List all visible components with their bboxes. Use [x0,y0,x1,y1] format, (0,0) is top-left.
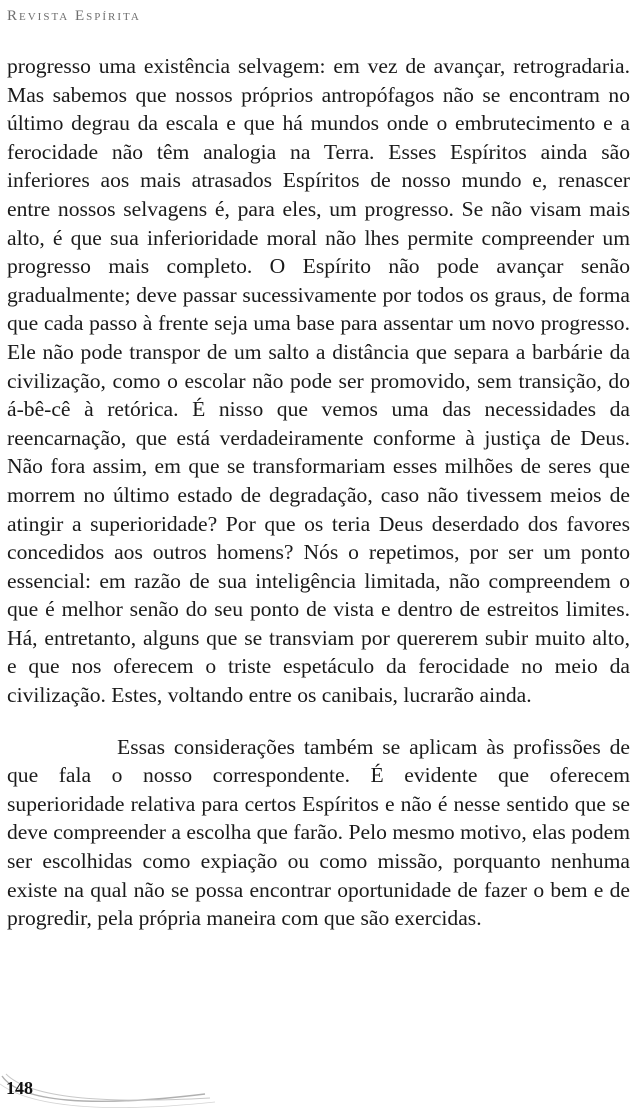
body-paragraph-1: progresso uma existência selvagem: em vez de avançar, retrogradaria. Mas sabemos que nossos próprios antropófagos não se encontram no último degrau da escala e que há mundos onde o embrutecimento e a ferocidade não têm analogia na Terra. Esses Espíritos ainda são inferiores aos mais atrasados Espíritos de nosso mundo e, renascer entre nossos selvagens é, para eles, um progresso. Se não visam mais alto, é que sua inferioridade moral não lhes permite compreender um progresso mais completo. O Espírito não pode avançar senão gradualmente; deve passar sucessivamente por todos os graus, de forma que cada passo à frente seja uma base para assentar um novo progresso. Ele não pode transpor de um salto a distância que separa a barbárie da civilização, como o escolar não pode ser promovido, sem transição, do á-bê-cê à retórica. É nisso que vemos uma das necessidades da reencarnação, que está verdadeiramente conforme à justiça de Deus. Não fora assim, em que se transformariam esses milhões de seres que morrem no último estado de degradação, caso não tivessem meios de atingir a superioridade? Por que os teria Deus deserdado dos favores concedidos aos outros homens? Nós o repetimos, por ser um ponto essencial: em razão de sua inteligência limitada, não compreendem o que é melhor senão do seu ponto de vista e dentro de estreitos limites. Há, entretanto, alguns que se transviam por quererem subir muito alto, e que nos oferecem o triste espetáculo da ferocidade no meio da civilização. Estes, voltando entre os canibais, lucrarão ainda. [7,54,630,708]
page-footer [0,1072,637,1113]
running-header: Revista Espírita [7,8,141,24]
page-number: 148 [6,1078,33,1098]
swoosh-ornament-icon [0,1072,240,1113]
page-body [7,52,630,933]
body-paragraph-2: Essas considerações também se aplicam às profissões de que fala o nosso correspondente. É evidente que oferecem superioridade relativa para certos Espíritos e não é nesse sentido que se deve compreender a escolha que farão. Pelo mesmo motivo, elas podem ser escolhidas como expiação ou como missão, porquanto nenhuma existe na qual não se possa encontrar oportunidade de fazer o bem e de progredir, pela própria maneira com que são exercidas. [7,734,630,931]
